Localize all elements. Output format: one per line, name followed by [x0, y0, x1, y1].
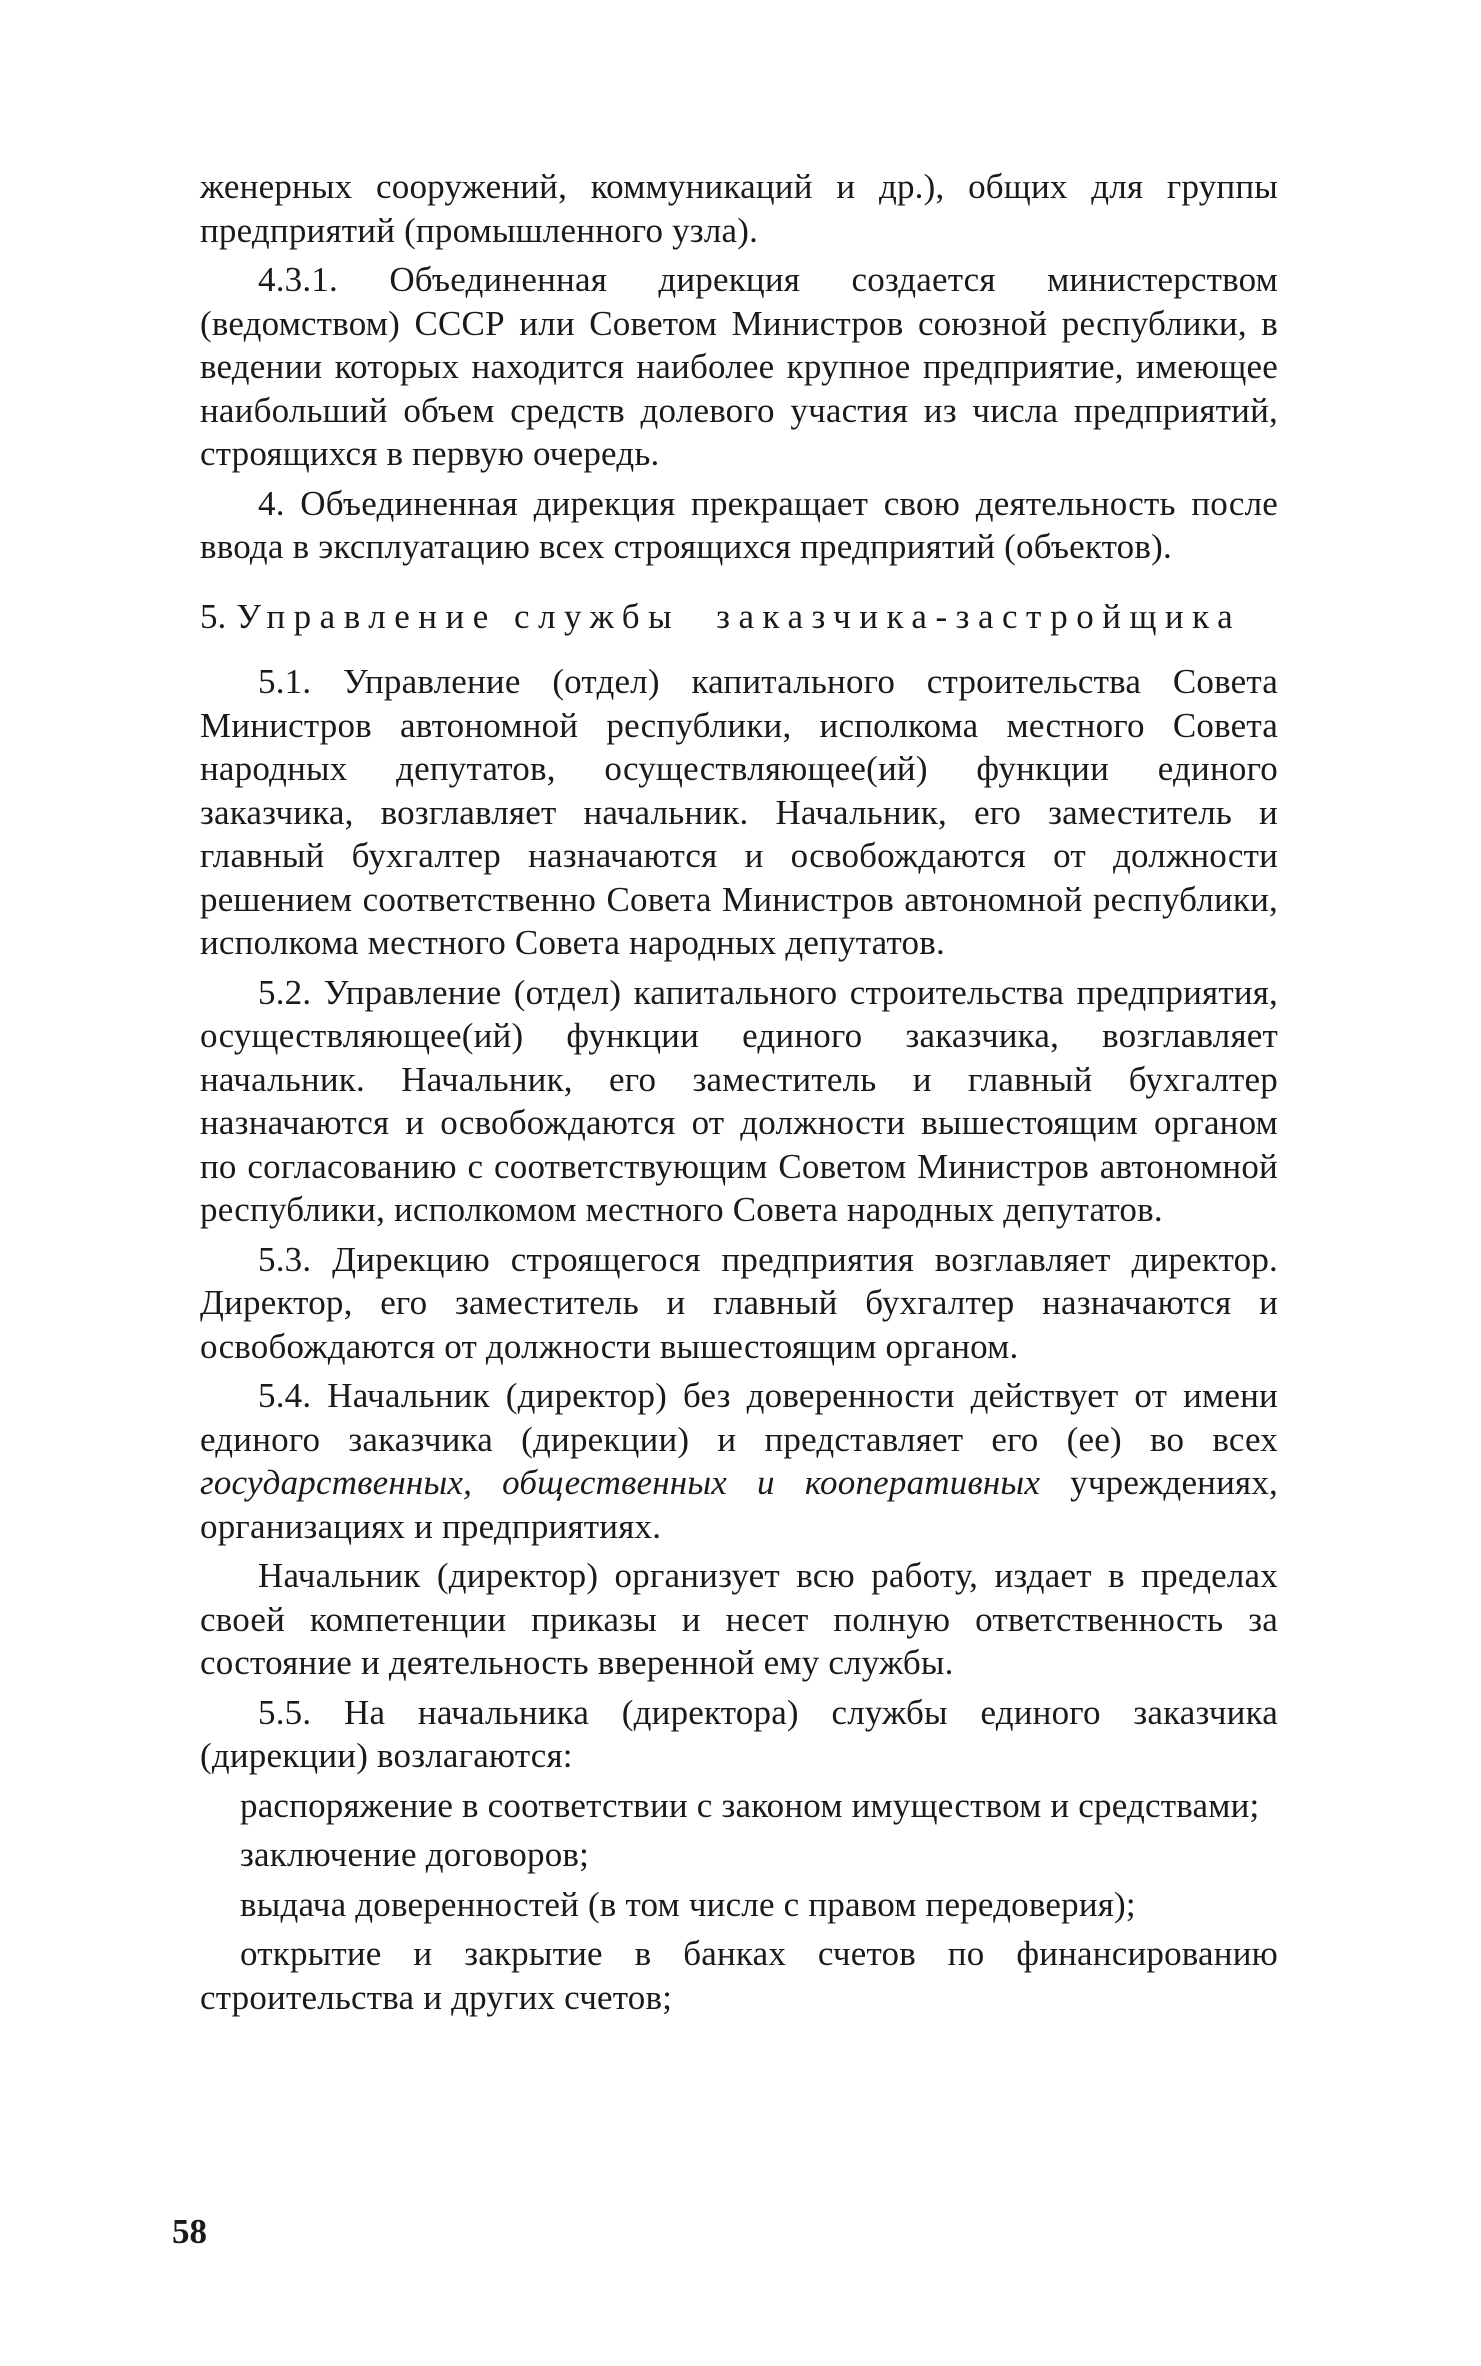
paragraph-5-4-start: 5.4. Начальник (директор) без доверенности действует от имени единого заказчика (дирекции) и представляет его (ее) во всех — [200, 1376, 1278, 1459]
duty-item: открытие и закрытие в банках счетов по финансированию строительства и других счетов; — [200, 1934, 1278, 2017]
paragraph-5-3: 5.3. Дирекцию строящегося предприятия возглавляет директор. Директор, его заместитель и главный бухгалтер назначаются и освобождаются от должности вышестоящим органом. — [200, 1239, 1278, 1366]
paragraph-4: 4. Объединенная дирекция прекращает свою деятельность после ввода в эксплуатацию всех строящихся предприятий (объектов). — [200, 483, 1278, 566]
paragraph-director: Начальник (директор) организует всю работу, издает в пределах своей компетенции приказы и несет полную ответственность за состояние и деятельность вверенной ему службы. — [200, 1556, 1278, 1682]
section-title-part1: Управление службы — [236, 596, 681, 636]
page-number: 58 — [172, 2212, 207, 2251]
paragraph-5-1: 5.1. Управление (отдел) капитального строительства Совета Министров автономной республики, исполкома местного Совета народных депутатов, осуществляющее(ий) функции единого заказчика, возглавляет начальник. Начальник, его заместитель и главный бухгалтер назначаются и освобождаются от должности решением соответственно Совета Министров автономной республики, исполкома местного Совета народных депутатов. — [200, 662, 1278, 962]
paragraph-5-4 — [200, 1374, 1278, 1548]
body-text — [200, 165, 1278, 2025]
paragraph-5-4-italic: государственных, общественных и кооперативных — [200, 1463, 1041, 1502]
duty-item: распоряжение в соответствии с законом имуществом и средствами; — [240, 1785, 1260, 1825]
paragraph-5-5: 5.5. На начальника (директора) службы единого заказчика (дирекции) возлагаются: — [200, 1692, 1278, 1775]
section-heading — [200, 595, 1278, 639]
paragraph-continued: женерных сооружений, коммуникаций и др.), общих для группы предприятий (промышленного узла). — [200, 167, 1278, 250]
duty-item: заключение договоров; — [240, 1835, 590, 1874]
duty-item: выдача доверенностей (в том числе с правом передоверия); — [240, 1884, 1136, 1924]
paragraph-5-2: 5.2. Управление (отдел) капитального строительства предприятия, осуществляющее(ий) функции единого заказчика, возглавляет начальник. Начальник, его заместитель и главный бухгалтер назначаются и освобождаются от должности вышестоящим органом по согласованию с соответствующим Советом Министров автономной республики, исполкомом местного Совета народных депутатов. — [200, 972, 1278, 1229]
section-title-part2: заказчика-застройщика — [716, 596, 1242, 636]
paragraph-5-4-end: учреждениях, организациях и предприятиях. — [200, 1463, 1278, 1546]
paragraph-4-3-1: 4.3.1. Объединенная дирекция создается министерством (ведомством) СССР или Советом Министров союзной республики, в ведении которых находится наиболее крупное предприятие, имеющее наибольший объем средств долевого участия из числа предприятий, строящихся в первую очередь. — [200, 260, 1278, 473]
section-number: 5. — [200, 596, 227, 636]
